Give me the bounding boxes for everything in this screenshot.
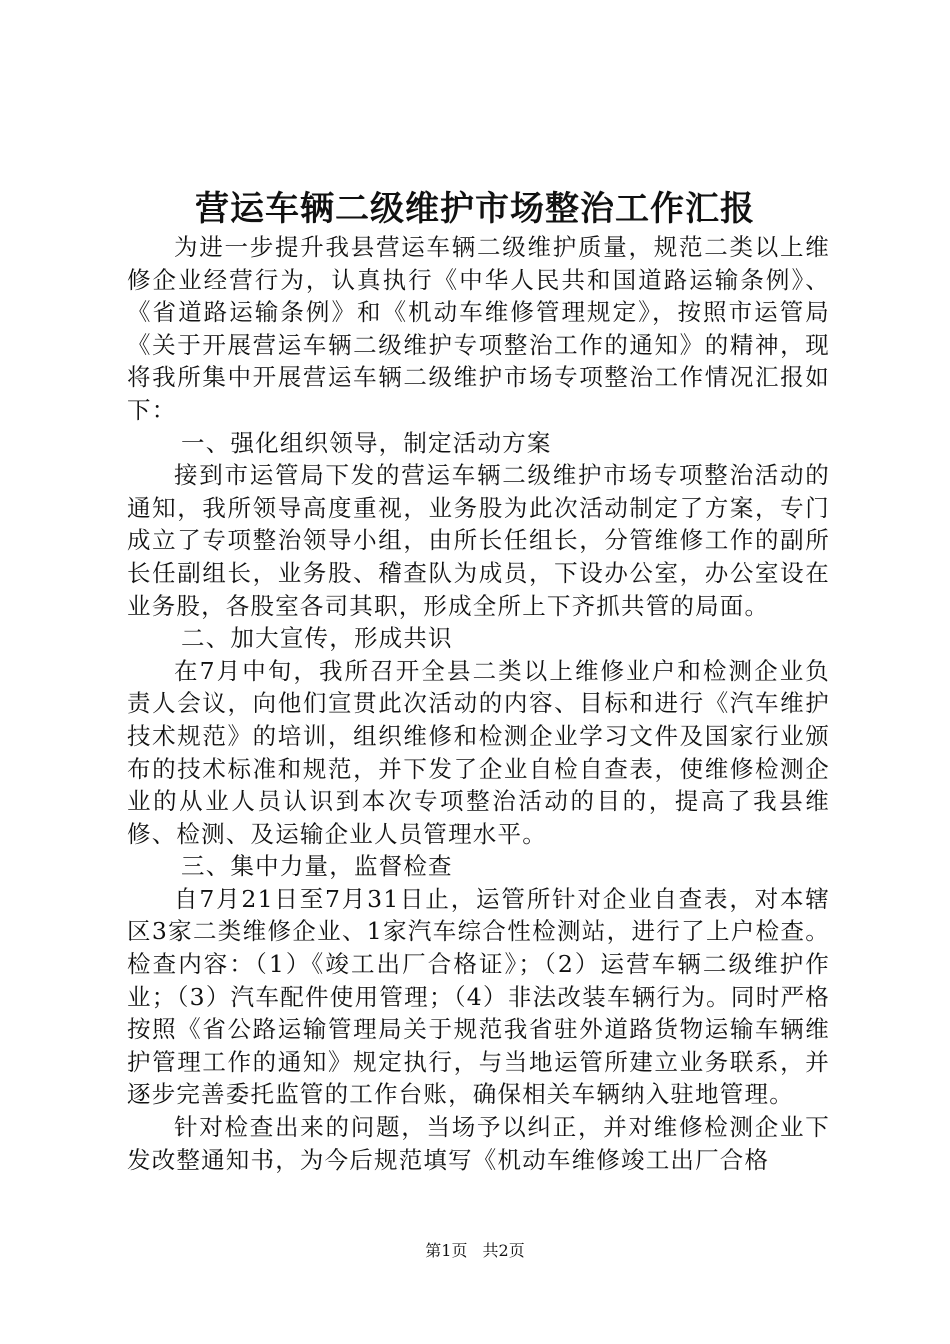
intro-paragraph: 为进一步提升我县营运车辆二级维护质量，规范二类以上维修企业经营行为，认真执行《中华人民共和国道路运输条例》、《省道路运输条例》和《机动车维修管理规定》，按照市运管局《关于开展营运车辆二级维护专项整治工作的通知》的精神，现将我所集中开展营运车辆二级维护市场专项整治工作情况汇报如下： (127, 233, 830, 424)
section-3-followup-paragraph: 针对检查出来的问题，当场予以纠正，并对维修检测企业下发改整通知书，为今后规范填写《机动车维修竣工出厂合格 (127, 1113, 830, 1174)
section-3-paragraph: 自7月21日至7月31日止，运管所针对企业自查表，对本辖区3家二类维修企业、1家汽车综合性检测站，进行了上户检查。检查内容：（1）《竣工出厂合格证》；（2）运营车辆二级维护作业；（3）汽车配件使用管理；（4）非法改装车辆行为。同时严格按照《省公路运输管理局关于规范我省驻外道路货物运输车辆维护管理工作的通知》规定执行，与当地运管所建立业务联系，并逐步完善委托监管的工作台账，确保相关车辆纳入驻地管理。 (127, 884, 830, 1109)
section-heading-3: 三、集中力量，监督检查 (181, 852, 453, 881)
section-heading-1: 一、强化组织领导，制定活动方案 (181, 428, 552, 457)
section-2-paragraph: 在7月中旬，我所召开全县二类以上维修业户和检测企业负责人会议，向他们宣贯此次活动的内容、目标和进行《汽车维护技术规范》的培训，组织维修和检测企业学习文件及国家行业颁布的技术标准和规范，并下发了企业自检自查表，使维修检测企业的从业人员认识到本次专项整治活动的目的，提高了我县维修、检测、及运输企业人员管理水平。 (127, 656, 830, 848)
page-footer (0, 1240, 950, 1262)
page-number: 第1页 (425, 1241, 468, 1260)
document-body (127, 231, 830, 1176)
section-heading-2: 二、加大宣传，形成共识 (181, 624, 453, 653)
document-title: 营运车辆二级维护市场整治工作汇报 (195, 189, 755, 229)
page-total: 共2页 (482, 1241, 525, 1260)
section-1-paragraph: 接到市运管局下发的营运车辆二级维护市场专项整治活动的通知，我所领导高度重视，业务股为此次活动制定了方案，专门成立了专项整治领导小组，由所长任组长，分管维修工作的副所长任副组长，业务股、稽查队为成员，下设办公室，办公室设在业务股，各股室各司其职，形成全所上下齐抓共管的局面。 (127, 461, 830, 620)
